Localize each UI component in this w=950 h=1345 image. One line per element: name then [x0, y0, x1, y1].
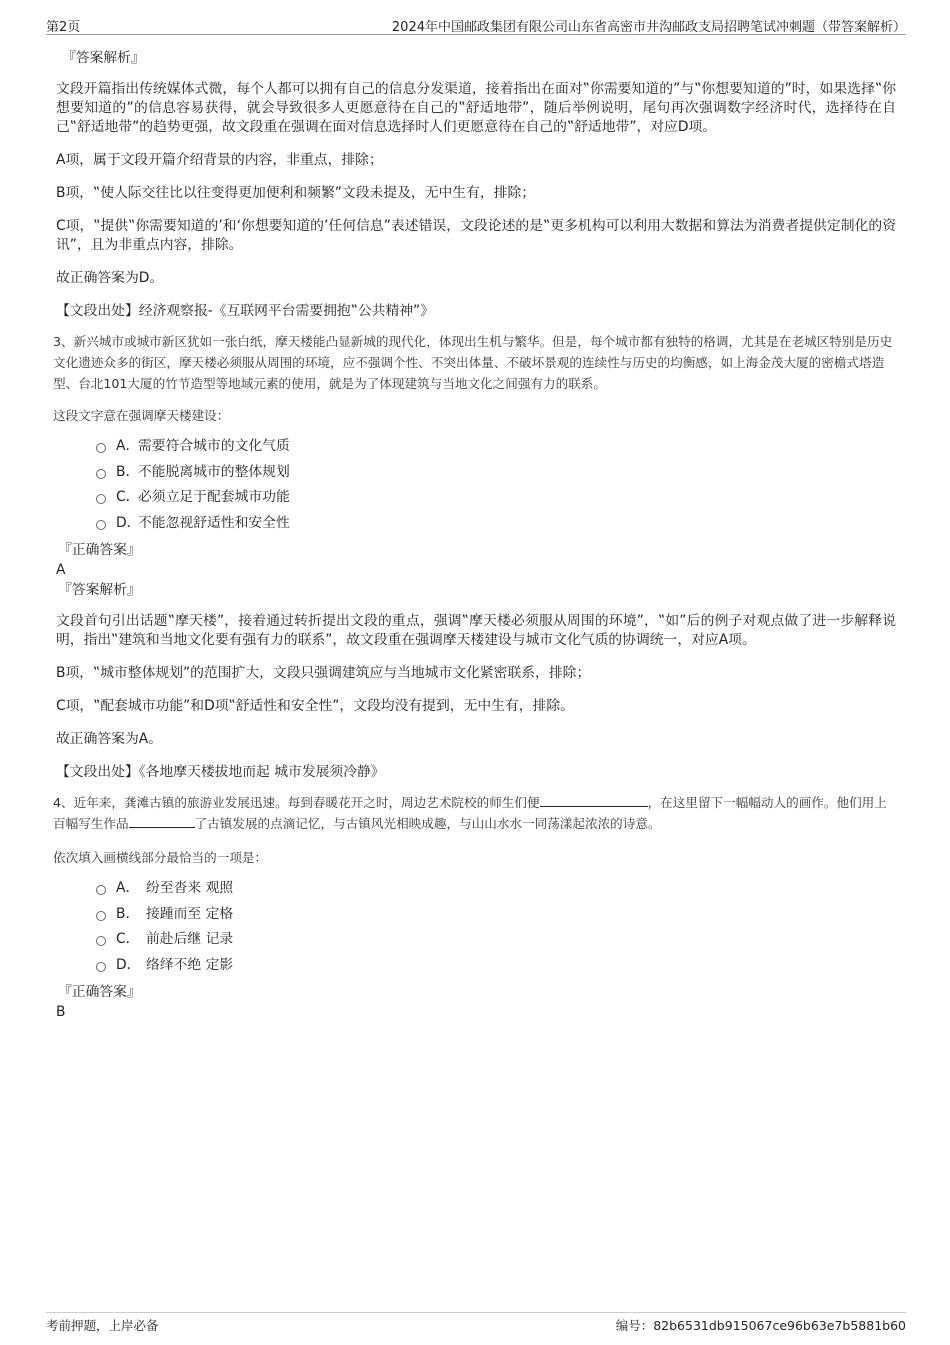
analysis-label: 『答案解析』 [58, 582, 141, 598]
source-citation: 【文段出处】《各地摩天楼拔地而起 城市发展须冷静》 [56, 764, 385, 780]
option-list [56, 434, 896, 536]
source-citation: 【文段出处】经济观察报-《互联网平台需要拥抱‟公共精神”》 [56, 303, 434, 319]
option-b[interactable]: B．不能脱离城市的整体规划 [96, 460, 896, 486]
analysis-option-a: A项，属于文段开篇介绍背景的内容，非重点，排除； [56, 152, 383, 168]
analysis-option-b: B项，‟使人际交往比以往变得更加便利和频繁”文段未提及，无中生有，排除； [56, 185, 536, 201]
answer-conclusion: 故正确答案为A。 [56, 731, 163, 747]
document-id: 编号：82b6531db915067ce96b63e7b5881b60 [615, 1318, 906, 1333]
option-c[interactable]: C． 前赴后继 记录 [96, 927, 896, 953]
radio-icon[interactable] [96, 494, 106, 504]
document-title: 2024年中国邮政集团有限公司山东省高密市井沟邮政支局招聘笔试冲刺题（带答案解析） [391, 20, 906, 35]
radio-icon[interactable] [96, 911, 106, 921]
analysis-option-cd: C项，‟配套城市功能”和D项‟舒适性和安全性”，文段均没有提到，无中生有，排除。 [56, 698, 574, 714]
radio-icon[interactable] [96, 469, 106, 479]
fill-blank-2[interactable] [129, 815, 195, 828]
radio-icon[interactable] [96, 520, 106, 530]
fill-blank-1[interactable] [540, 794, 648, 807]
correct-answer: B [56, 1004, 66, 1020]
page-header [46, 14, 906, 35]
radio-icon[interactable] [96, 443, 106, 453]
analysis-option-c: C项，‟提供‟你需要知道的’和‘你想要知道的’任何信息”表述错误，文段论述的是‟更多机构可以利用大数据和算法为消费者提供定制化的资讯”，且为非重点内容，排除。 [56, 218, 896, 253]
page-number: 第2页 [46, 20, 81, 35]
analysis-label: 『答案解析』 [62, 50, 145, 66]
correct-answer-label: 『正确答案』 [58, 984, 141, 1000]
footer-slogan: 考前押题，上岸必备 [46, 1318, 159, 1333]
radio-icon[interactable] [96, 936, 106, 946]
radio-icon[interactable] [96, 962, 106, 972]
analysis-paragraph: 文段开篇指出传统媒体式微，每个人都可以拥有自己的信息分发渠道，接着指出在面对‟你需要知道的”与‟你想要知道的”时，如果选择‟你想要知道的”的信息容易获得，就会导致很多人更愿意待在自己的‟舒适地带”，随后举例说明，尾句再次强调数字经济时代，选择待在自己‟舒适地带”的趋势更强，故文段重在强调在面对信息选择时人们更愿意待在自己的‟舒适地带”，对应D项。 [56, 81, 896, 135]
option-c[interactable]: C．必须立足于配套城市功能 [96, 485, 896, 511]
option-d[interactable]: D．不能忽视舒适性和安全性 [96, 511, 896, 537]
option-a[interactable]: A．需要符合城市的文化气质 [96, 434, 896, 460]
analysis-paragraph: 文段首句引出话题‟摩天楼”，接着通过转折提出文段的重点，强调‟摩天楼必须服从周围的环境”，‟如”后的例子对观点做了进一步解释说明，指出‟建筑和当地文化要有强有力的联系”，故文段重在强调摩天楼建设与城市文化气质的协调统一，对应A项。 [56, 613, 896, 648]
correct-answer: A [56, 562, 66, 578]
radio-icon[interactable] [96, 885, 106, 895]
option-list [56, 876, 896, 978]
question-stem: 4、近年来，龚滩古镇的旅游业发展迅速。每到春暖花开之时，周边艺术院校的师生们便 ，在这里留下一幅幅动人的画作。他们用上百幅写生作品 了古镇发展的点滴记忆，与古镇风光相映成趣，与山山水水一同荡漾起浓浓的诗意。 [53, 795, 887, 831]
option-a[interactable]: A． 纷至沓来 观照 [96, 876, 896, 902]
option-b[interactable]: B． 接踵而至 定格 [96, 902, 896, 928]
page-footer [46, 1312, 906, 1333]
analysis-option-b: B项，‟城市整体规划”的范围扩大，文段只强调建筑应与当地城市文化紧密联系，排除； [56, 665, 591, 681]
question-stem: 3、新兴城市或城市新区犹如一张白纸，摩天楼能凸显新城的现代化，体现出生机与繁华。但是，每个城市都有独特的格调，尤其是在老城区特别是历史文化遗迹众多的街区，摩天楼必须服从周围的环境，应不强调个性、不突出体量、不破坏景观的连续性与历史的均衡感，如上海金茂大厦的密檐式塔造型、台北101大厦的竹节造型等地域元素的使用，就是为了体现建筑与当地文化之间强有力的联系。 [53, 334, 893, 391]
main-content [53, 48, 896, 1022]
correct-answer-label: 『正确答案』 [58, 542, 141, 558]
question-prompt: 这段文字意在强调摩天楼建设： [53, 408, 230, 423]
option-d[interactable]: D． 络绎不绝 定影 [96, 953, 896, 979]
answer-conclusion: 故正确答案为D。 [56, 270, 164, 286]
question-prompt: 依次填入画横线部分最恰当的一项是： [53, 850, 268, 865]
